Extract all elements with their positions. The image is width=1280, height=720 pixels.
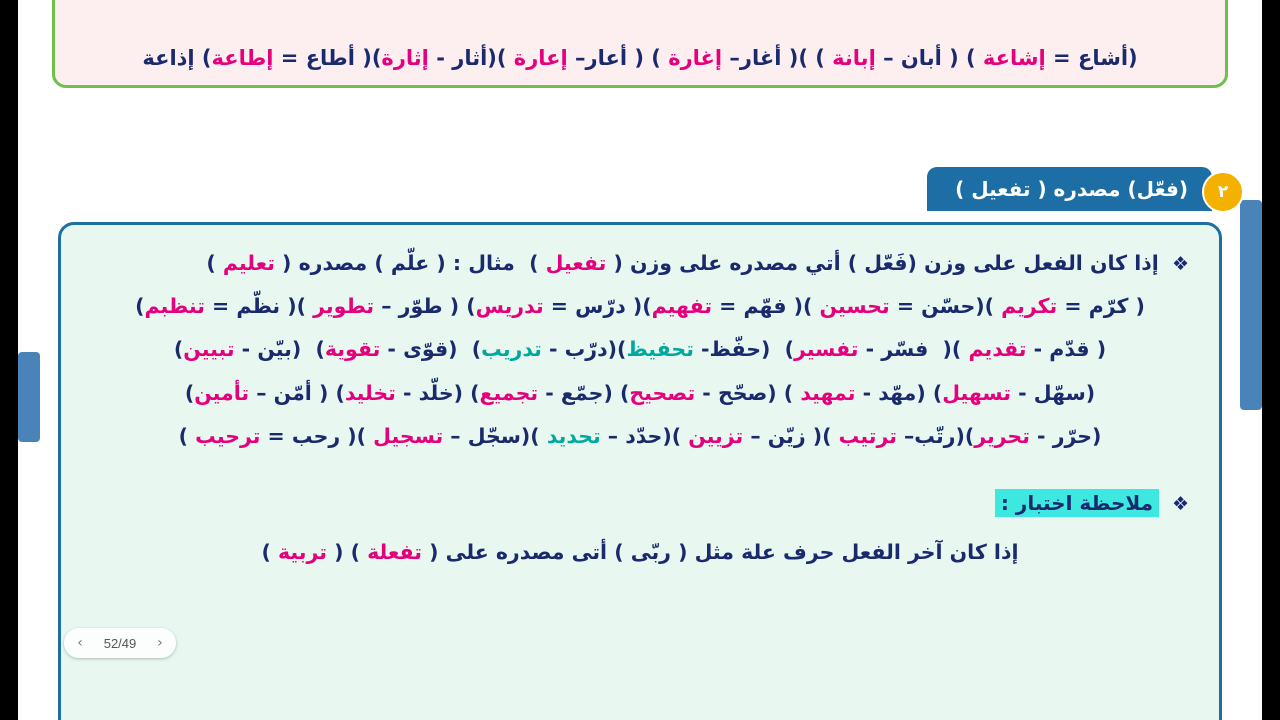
note-label: ملاحظة اختبار : — [995, 489, 1159, 517]
top-examples-box — [52, 0, 1228, 88]
page-indicator[interactable] — [64, 628, 176, 658]
prev-page-icon[interactable]: ‹ — [77, 635, 83, 651]
note-line: إذا كان آخر الفعل حرف علة مثل ( ربّى ) أتى مصدره على ( تفعلة ) ( تربية ) — [261, 539, 1019, 564]
bullet-icon: ❖ — [1171, 253, 1189, 275]
content-line-4: (سهّل - تسهيل) (مهّد - تمهيد ) (صحّح - تصحيح) (جمّع - تجميع) (خلّد - تخليد) ( أمّن – تأمين) — [184, 380, 1096, 405]
decorative-strip-right — [1240, 200, 1262, 410]
bullet-icon-note: ❖ — [1171, 493, 1189, 516]
content-line-5: (حرّر - تحرير)(رتّب– ترتيب )( زيّن – تزيين )(حدّد – تحديد )(سجّل – تسجيل )( رحب = ترحيب ) — [178, 423, 1102, 448]
content-line-1: ❖ إذا كان الفعل على وزن (فَعّل ) أتي مصدره على وزن ( تفعيل ) مثال : ( علّم ) مصدره ( تعليم ) — [206, 251, 1189, 275]
next-page-icon[interactable]: › — [157, 635, 163, 651]
content-line-3: ( قدّم - تقديم )( فسّر - تفسير) (حفّظ- تحفيظ)(درّب - تدريب) (قوّى - تقوية) (بيّن - تبيين) — [173, 337, 1107, 362]
decorative-strip-left — [18, 352, 40, 442]
note-label-row — [91, 487, 1189, 520]
top-examples-text: (أشاع = إشاعة ) ( أبان – إبانة ) )( أغار– إغارة ) ( أعار– إعارة )(أثار - إثارة)( أطاع = إطاعة) إذاعة — [142, 46, 1138, 71]
page-number-label: 52/49 — [103, 635, 137, 651]
section-heading-tab — [927, 167, 1212, 211]
section-heading-title: (فعّل) مصدره ( تفعيل ) — [955, 177, 1188, 201]
content-line-2: ( كرّم = تكريم )(حسّن = تحسين )( فهّم = تفهيم)( درّس = تدريس) ( طوّر – تطوير )( نظّم = تنظبم) — [135, 294, 1145, 319]
player-left-bar — [0, 0, 18, 720]
section-number-badge: ٢ — [1202, 171, 1244, 213]
main-content-box — [58, 222, 1222, 720]
player-right-bar — [1262, 0, 1280, 720]
